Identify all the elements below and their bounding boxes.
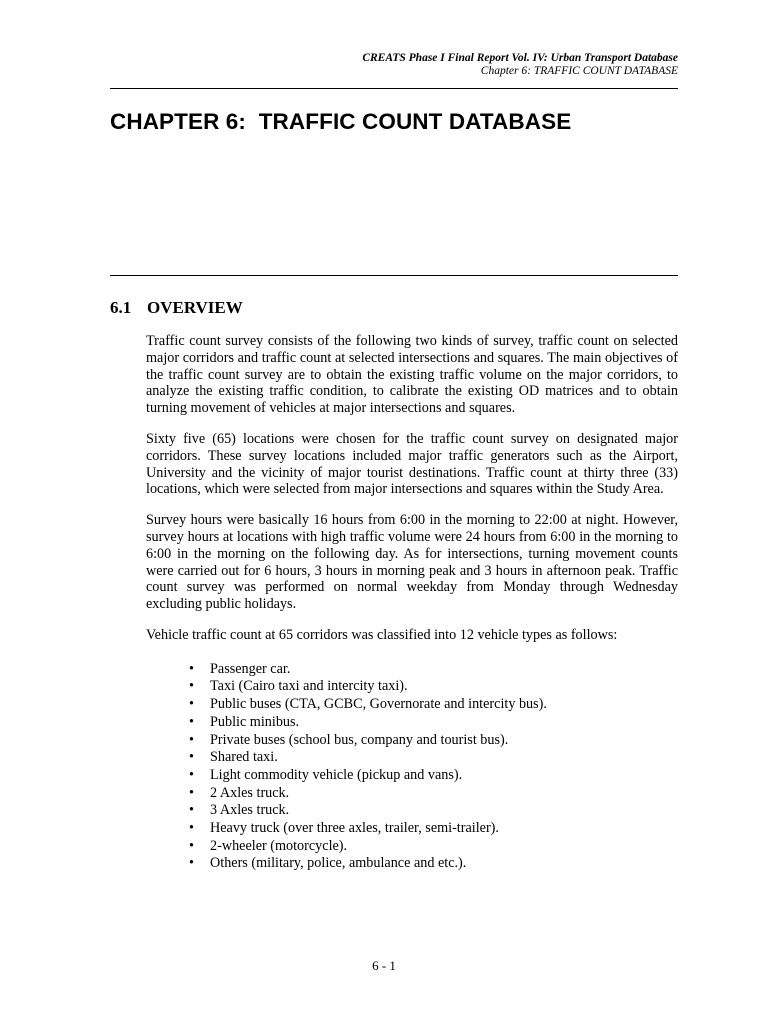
paragraph: Sixty five (65) locations were chosen for the traffic count survey on designated major corridors. These survey locations included major traffic generators such as the Airport, University and the vicinity of major tourist destinations. Traffic count at thirty three (33) locations, which were selected from major intersections and squares within the Study Area. bbox=[146, 430, 678, 498]
vehicle-type-list bbox=[146, 661, 678, 873]
list-item bbox=[189, 855, 678, 873]
paragraph: Survey hours were basically 16 hours from 6:00 in the morning to 22:00 at night. However, survey hours at locations with high traffic volume were 24 hours from 6:00 in the morning to 6:00 in the morning on the following day. As for intersections, turning movement counts were carried out for 6 hours, 3 hours in morning peak and 3 hours in afternoon peak. Traffic count survey was performed on normal weekday from Monday through Wednesday excluding public holidays. bbox=[146, 512, 678, 613]
bullet-icon: • bbox=[189, 837, 194, 854]
list-item bbox=[189, 802, 678, 820]
bullet-icon: • bbox=[189, 713, 194, 730]
chapter-title: CHAPTER 6: TRAFFIC COUNT DATABASE bbox=[110, 109, 572, 134]
section-body bbox=[146, 333, 678, 873]
section-number: 6.1 bbox=[110, 298, 132, 317]
list-item-text: Public buses (CTA, GCBC, Governorate and intercity bus). bbox=[210, 696, 547, 713]
list-item bbox=[189, 714, 678, 732]
running-header bbox=[362, 52, 678, 78]
list-item bbox=[189, 838, 678, 856]
list-item-text: 2 Axles truck. bbox=[210, 784, 290, 801]
bullet-icon: • bbox=[189, 696, 194, 713]
header-divider bbox=[110, 88, 678, 89]
chapter-reference: Chapter 6: TRAFFIC COUNT DATABASE bbox=[480, 65, 678, 77]
bullet-icon: • bbox=[189, 678, 194, 695]
bullet-icon: • bbox=[189, 766, 194, 783]
list-item bbox=[189, 820, 678, 838]
list-item bbox=[189, 785, 678, 803]
page-number: 6 - 1 bbox=[372, 958, 396, 973]
bullet-icon: • bbox=[189, 784, 194, 801]
list-item-text: Public minibus. bbox=[210, 713, 300, 730]
bullet-icon: • bbox=[189, 855, 194, 872]
list-item bbox=[189, 661, 678, 679]
list-item-text: 3 Axles truck. bbox=[210, 802, 290, 819]
list-item bbox=[189, 678, 678, 696]
list-item-text: 2-wheeler (motorcycle). bbox=[210, 837, 348, 854]
list-item-text: Private buses (school bus, company and tourist bus). bbox=[210, 731, 509, 748]
list-item bbox=[189, 696, 678, 714]
report-title: CREATS Phase I Final Report Vol. IV: Urban Transport Database bbox=[362, 52, 678, 64]
bullet-icon: • bbox=[189, 749, 194, 766]
chapter-divider bbox=[110, 275, 678, 276]
bullet-icon: • bbox=[189, 660, 194, 677]
bullet-icon: • bbox=[189, 820, 194, 837]
list-item-text: Shared taxi. bbox=[210, 749, 278, 766]
list-item-text: Others (military, police, ambulance and etc.). bbox=[210, 855, 467, 872]
list-intro: Vehicle traffic count at 65 corridors was classified into 12 vehicle types as follows: bbox=[146, 626, 618, 643]
section-heading bbox=[110, 298, 243, 318]
list-item-text: Heavy truck (over three axles, trailer, semi-trailer). bbox=[210, 820, 499, 837]
list-item-text: Passenger car. bbox=[210, 660, 291, 677]
list-item bbox=[189, 749, 678, 767]
paragraph: Traffic count survey consists of the following two kinds of survey, traffic count on selected major corridors and traffic count at selected intersections and squares. The main objectives of the traffic count survey are to obtain the existing traffic volume on the major corridors, to analyze the existing traffic condition, to calibrate the existing OD matrices and to obtain turning movement of vehicles at major intersections and squares. bbox=[146, 333, 678, 417]
section-title: OVERVIEW bbox=[147, 298, 243, 317]
bullet-icon: • bbox=[189, 802, 194, 819]
list-item-text: Taxi (Cairo taxi and intercity taxi). bbox=[210, 678, 408, 695]
list-item bbox=[189, 732, 678, 750]
bullet-icon: • bbox=[189, 731, 194, 748]
list-item-text: Light commodity vehicle (pickup and vans). bbox=[210, 766, 463, 783]
list-item bbox=[189, 767, 678, 785]
